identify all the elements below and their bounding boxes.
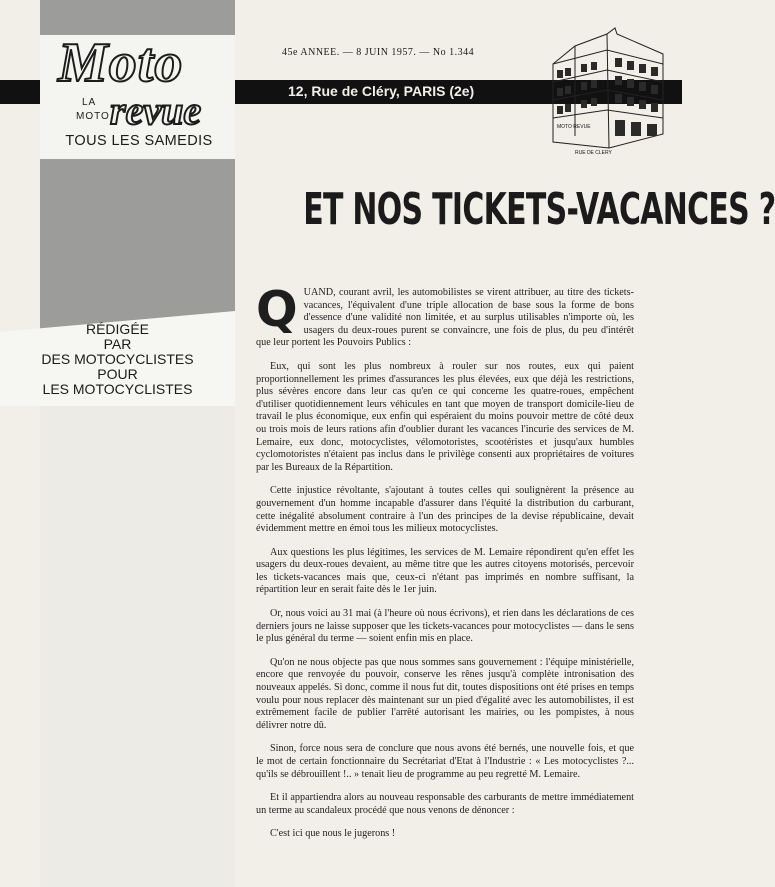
drop-cap: Q	[256, 281, 298, 338]
article-paragraph: Et il appartiendra alors au nouveau responsable des carburants de mettre immédiatement un terme au scandaleux procédé que nous venons de dénoncer :	[256, 792, 634, 816]
article-paragraph	[256, 281, 634, 350]
masthead-logo	[40, 32, 235, 159]
logo-moto-small: MOTO	[76, 111, 110, 122]
redigee-text	[0, 322, 235, 397]
logo-revue-word: revue	[110, 88, 202, 133]
article-paragraph: Eux, qui sont les plus nombreux à rouler sur nos routes, eux qui paient proportionnellement les primes d'assurances les plus élevées, eux que déjà les restrictions, plus sévères encore dans leur cas qu'en ce qui concerne les quatre-roues, empêchent d'utiliser quotidiennement leurs véhicules en tant que moyen de transport domicile-lieu de travail le plus économique, eux enfin qui espéraient du moins pouvoir mettre de côté deux ou trois mois de leurs rations afin d'oublier durant les vacances l'incurie des services de M. Lemaire, eux donc, motocyclistes, vélomotoristes, scootéristes et jusqu'aux humbles cyclomotoristes n'étaient pas inclus dans le privilège consenti aux propriétaires de voitures par les Bureaux de la Répartition.	[256, 360, 634, 473]
article-paragraph: C'est ici que nous le jugerons !	[270, 828, 396, 840]
article-headline: ET NOS TICKETS-VACANCES ?	[303, 184, 775, 235]
article-paragraph: Qu'on ne nous objecte pas que nous sommes sans gouvernement : l'équipe ministérielle, encore que renvoyée du pouvoir, conserve les rênes jusqu'à complète intronisation des nouveaux appelés. Si donc, comme il nous fut dit, toutes dispositions ont été prises en temps voulu pour nous replacer dès maintenant sur un pied d'égalité avec les automobilistes, il est extrêmement facile de publier l'arrêté autorisant les mairies, ou les pompistes, à nous délivrer notre dû.	[256, 656, 634, 731]
article-paragraph: Or, nous voici au 31 mai (à l'heure où nous écrivons), et rien dans les déclarations de ces derniers jours ne laisse supposer que les tickets-vacances pour motocyclistes — dans le sens le plus général du terme — soient enfin mis en place.	[256, 608, 634, 645]
article-paragraph: Sinon, force nous sera de conclure que nous avons été bernés, une nouvelle fois, et que le mot de certain fonctionnaire du Secrétariat d'Etat à l'Industrie : « Les motocyclistes ?... qu'ils se débrouillent !.. » tenait lieu de programme au peu regretté M. Lemaire.	[256, 743, 634, 780]
masthead-tagline: TOUS LES SAMEDIS	[65, 133, 213, 149]
redigee-line: POUR	[97, 366, 138, 382]
article-paragraph-text: UAND, courant avril, les automobilistes se virent attribuer, au titre des tickets-vacances, l'équivalent d'une triple allocation de base sous la forme de bons d'essence d'une validité non limitée, et au surplus utilisables n'importe où, les usagers du deux-roues purent se convaincre, une fois de plus, du peu d'intérêt que leur portent les Pouvoirs Publics :	[256, 287, 634, 349]
building-street: RUE DE CLERY	[575, 150, 612, 156]
issue-line: 45e ANNEE. — 8 JUIN 1957. — No 1.344	[282, 47, 475, 58]
redigee-line: DES MOTOCYCLISTES	[41, 351, 194, 367]
article-paragraph: Cette injustice révoltante, s'ajoutant à toutes celles qui soulignèrent la présence au gouvernement d'un homme incapable d'assurer dans l'équité la distribution du carburant, cette inégalité absolument contraire à l'un des principes de la devise républicaine, devait évidemment mettre en émoi tous les milieux motocyclistes.	[256, 485, 634, 535]
redigee-line: PAR	[103, 336, 132, 352]
logo-moto-word: Moto	[58, 32, 184, 94]
logo-la: LA	[82, 97, 97, 108]
building-illustration	[545, 24, 673, 156]
redigee-line: RÉDIGÉE	[85, 321, 149, 337]
publisher-address: 12, Rue de Cléry, PARIS (2e)	[288, 83, 475, 99]
article-body	[256, 281, 634, 852]
redigee-line: LES MOTOCYCLISTES	[42, 381, 193, 397]
building-sign: MOTO REVUE	[557, 124, 591, 130]
article-paragraph: Aux questions les plus légitimes, les services de M. Lemaire répondirent qu'en effet les usagers du deux-roues devaient, au même titre que les autres citoyens motorisés, percevoir les tickets-vacances mais que, ceux-ci n'étant pas imprimés en nombre suffisant, la répartition leur en serait faite dès le 1er juin.	[256, 546, 634, 596]
